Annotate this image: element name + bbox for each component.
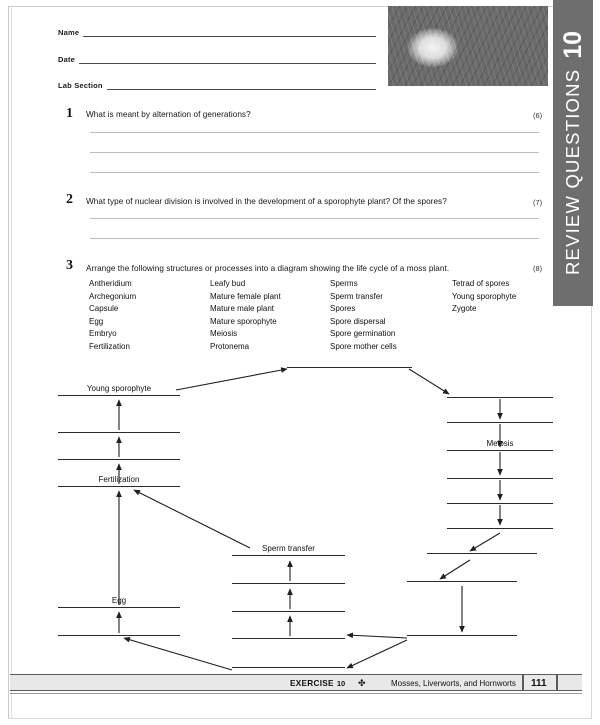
question-2-answer-line[interactable] [90,218,539,219]
question-1-answer-line[interactable] [90,172,539,173]
question-3-number: 3 [66,258,73,273]
name-field-rule[interactable] [83,36,376,37]
word-list-item: Capsule [89,304,119,314]
question-2-answer-line[interactable] [90,238,539,239]
date-field-label: Date [58,55,76,64]
question-2-points: (7) [533,198,543,207]
footer-divider [522,675,524,691]
question-2-number: 2 [66,192,73,207]
word-list-item: Mature sporophyte [210,316,277,326]
word-list-item: Zygote [452,304,477,314]
side-tab-content [553,0,593,306]
word-list-item: Spore dispersal [330,316,386,326]
question-1-points: (6) [533,111,543,120]
word-list-column-4 [452,278,516,316]
footer-exercise [290,676,345,690]
word-list-column-3 [330,278,397,354]
diagram-label-meiosis: Meiosis [486,439,514,448]
footer-title: Mosses, Liverworts, and Hornworts [391,678,516,688]
footer-page-number: 111 [531,677,547,689]
footer-divider [556,675,558,691]
name-field[interactable] [58,28,376,37]
word-list-item: Protonema [210,341,250,351]
footer-bar-shadow [10,691,582,694]
word-list-item: Egg [89,316,104,326]
moss-life-cycle-diagram [0,350,600,665]
side-tab-number: 10 [558,30,587,59]
question-2-text: What type of nuclear division is involved in the development of a sporophyte plant? Of the spores? [86,197,447,206]
word-list-item: Sperm transfer [330,291,383,301]
lab-section-field-label: Lab Section [58,81,103,90]
word-list-item: Sperms [330,279,358,288]
word-list-item: Young sporophyte [452,291,517,301]
footer-exercise-number: 10 [336,678,346,688]
date-field[interactable] [58,55,376,64]
review-questions-side-tab [553,0,593,306]
word-list-item: Fertilization [89,341,130,351]
word-list-column-1 [89,278,136,354]
word-list-item: Spore mother cells [330,341,397,351]
footer-glyph-wrap [358,676,366,690]
word-list-item: Spore germination [330,329,396,339]
question-3-text: Arrange the following structures or processes into a diagram showing the life cycle of a moss plant. [86,264,450,273]
diagram-label-young-sporophyte: Young sporophyte [86,384,152,393]
side-tab-title: REVIEW QUESTIONS [562,68,583,276]
diagram-label-fertilization: Fertilization [98,475,140,484]
question-1-text: What is meant by alternation of generations? [86,110,251,119]
word-list-item: Embryo [89,329,117,339]
word-list-item: Mature male plant [210,304,275,314]
lab-section-field-rule[interactable] [107,89,376,90]
diagram-label-sperm-transfer: Sperm transfer [262,544,315,553]
diagram-label-egg: Egg [111,596,127,605]
question-1-number: 1 [66,106,73,121]
footer-page-wrap [531,676,547,690]
question-1-answer-line[interactable] [90,132,539,133]
diagram-arrows [0,350,600,680]
date-field-rule[interactable] [79,63,376,64]
page-frame-bottom [8,718,592,719]
question-1-answer-line[interactable] [90,152,539,153]
word-list-item: Archegonium [89,291,137,301]
word-list-item: Tetrad of spores [452,279,510,288]
word-list-item: Leafy bud [210,279,246,288]
footer-exercise-label: EXERCISE [290,678,334,688]
flower-glyph-icon: ✤ [358,677,366,688]
flowers-photograph [388,6,548,86]
question-3-points: (8) [533,264,543,273]
word-list-column-2 [210,278,281,354]
word-list-item: Antheridium [89,279,132,288]
word-list-item: Meiosis [210,329,238,339]
lab-section-field[interactable] [58,81,376,90]
word-list-item: Mature female plant [210,291,281,301]
name-field-label: Name [58,28,80,37]
word-list-item: Spores [330,304,356,314]
footer-title-wrap [391,676,516,690]
